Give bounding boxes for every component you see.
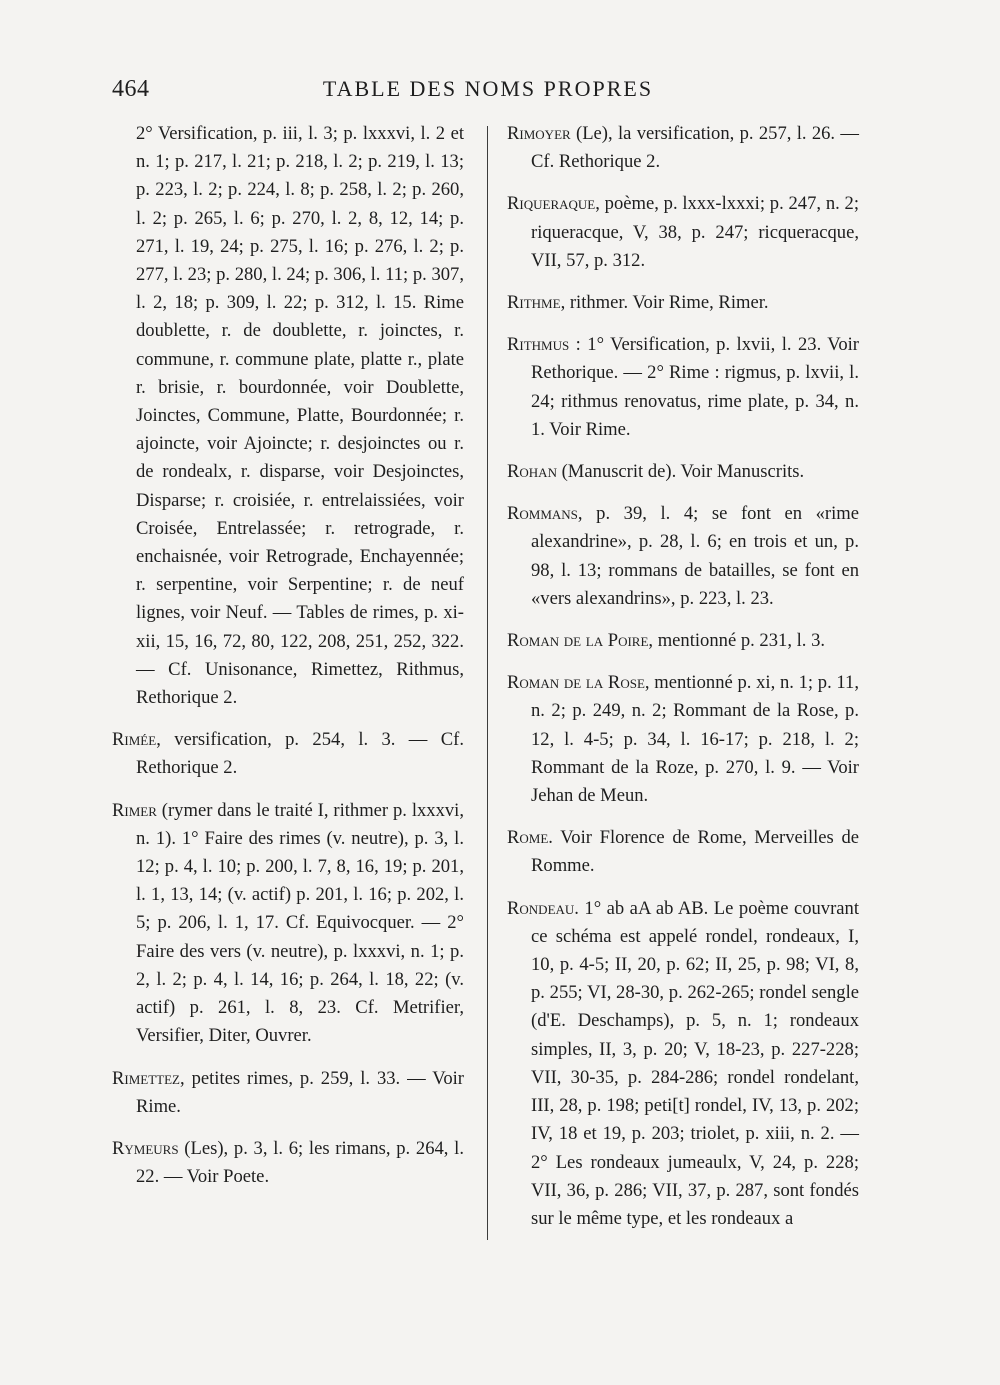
entry-text: : 1° Versification, p. lxvii, l. 23. Voir Rethorique. — 2° Rime : rigmus, p. lxvii, l. 24; rithmus renovatus, rime plate, p. 34, n. 1. Voir Rime.	[531, 334, 859, 440]
index-entry-rondeau	[507, 895, 859, 1233]
entry-headword: Roman de la Rose	[507, 672, 645, 694]
index-entry-rimee	[112, 726, 464, 782]
index-entry-rimer	[112, 797, 464, 1051]
entry-text: , poème, p. lxxx-lxxxi; p. 247, n. 2; riqueracque, V, 38, p. 247; ricqueracque, VII, 57, p. 312.	[531, 193, 859, 271]
entry-headword: Rimée	[112, 729, 157, 751]
index-entry-rithmus	[507, 331, 859, 444]
index-entry-rommans	[507, 500, 859, 613]
entry-text: , versification, p. 254, l. 3. — Cf. Rethorique 2.	[136, 729, 464, 779]
index-entry-riqueraque	[507, 190, 859, 275]
entry-text: (rymer dans le traité I, rithmer p. lxxxvi, n. 1). 1° Faire des rimes (v. neutre), p. 3, l. 12; p. 4, l. 10; p. 200, l. 7, 8, 16, 19; p. 201, l. 1, 13, 14; (v. actif) p. 201, l. 16; p. 202, l. 5; p. 206, l. 1, 17. Cf. Equivocquer. — 2° Faire des vers (v. neutre), p. lxxxvi, n. 1; p. 2, l. 2; p. 4, l. 14, 16; p. 264, l. 18, 22; (v. actif) p. 261, l. 8, 23. Cf. Metrifier, Versifier, Diter, Ouvrer.	[136, 799, 464, 1047]
entry-text: . 1° ab aA ab AB. Le poème couvrant ce schéma est appelé rondel, rondeaux, I, 10, p. 4-5; II, 20, p. 62; II, 25, p. 98; VI, 8, p. 255; VI, 28-30, p. 262-265; rondel sengle (d'E. Deschamps), p. 5, n. 1; rondeaux simples, II, 3, p. 20; V, 18-23, p. 227-228; VII, 30-35, p. 284-286; rondel rondelant, III, 28, p. 198; peti[t] rondel, IV, 13, p. 202; IV, 18 et 19, p. 203; triolet, p. xiii, n. 2. — 2° Les rondeaux jumeaulx, V, 24, p. 228; VII, 36, p. 286; VII, 37, p. 287, sont fondés sur le même type, et les rondeaux a	[531, 897, 859, 1229]
entry-text: , rithmer. Voir Rime, Rimer.	[560, 292, 769, 314]
page-header	[112, 76, 864, 110]
page-number: 464	[112, 76, 150, 102]
entry-text: (Le), la versification, p. 257, l. 26. — Cf. Rethorique 2.	[531, 123, 859, 173]
column-divider	[487, 126, 488, 1240]
index-entry-roman-rose	[507, 669, 859, 810]
right-column	[507, 120, 859, 1247]
entry-text: (Manuscrit de). Voir Manuscrits.	[556, 461, 805, 483]
entry-headword: Rome	[507, 827, 549, 849]
entry-headword: Roman de la Poire	[507, 630, 649, 652]
index-entry-rimettez	[112, 1065, 464, 1121]
running-title: TABLE DES NOMS PROPRES	[322, 76, 654, 101]
index-entry-rome	[507, 824, 859, 880]
entry-text: , petites rimes, p. 259, l. 33. — Voir Rime.	[136, 1067, 464, 1117]
index-entry-continuation	[112, 120, 464, 712]
entry-headword: Rimer	[112, 799, 157, 821]
index-entry-roman-poire	[507, 627, 859, 655]
index-entry-rymeurs	[112, 1135, 464, 1191]
entry-headword: Rithme	[507, 292, 561, 314]
entry-headword: Rommans	[507, 503, 578, 525]
entry-headword: Rithmus	[507, 334, 570, 356]
entry-headword: Rimettez	[112, 1067, 180, 1089]
left-column	[112, 120, 464, 1205]
index-entry-rohan	[507, 458, 859, 486]
entry-text: , p. 39, l. 4; se font en «rime alexandrine», p. 28, l. 6; en trois et un, p. 98, l. 13; rommans de batailles, se font en «vers alexandrins», p. 223, l. 23.	[531, 503, 859, 609]
entry-headword: Rohan	[507, 461, 557, 483]
entry-headword: Rimoyer	[507, 123, 571, 144]
entry-text: , mentionné p. xi, n. 1; p. 11, n. 2; p. 249, n. 2; Rommant de la Rose, p. 12, l. 4-5; p. 34, l. 16-17; p. 218, l. 2; Rommant de la Roze, p. 270, l. 9. — Voir Jehan de Meun.	[531, 672, 859, 807]
entry-text: 2° Versification, p. iii, l. 3; p. lxxxvi, l. 2 et n. 1; p. 217, l. 21; p. 218, l. 2; p. 219, l. 13; p. 223, l. 2; p. 224, l. 8; p. 258, l. 2; p. 260, l. 2; p. 265, l. 6; p. 270, l. 2, 8, 12, 14; p. 271, l. 19, 24; p. 275, l. 16; p. 276, l. 2; p. 277, l. 23; p. 280, l. 24; p. 306, l. 11; p. 307, l. 2, 18; p. 309, l. 22; p. 312, l. 15. Rime doublette, r. de doublette, r. joinctes, r. commune, r. commune plate, platte r., plate r. brisie, r. bourdonnée, voir Doublette, Joinctes, Commune, Platte, Bourdonnée; r. ajoincte, voir Ajoincte; r. desjoinctes ou r. de rondealx, r. disparse, voir Desjoinctes, Disparse; r. croisiée, r. entrelaissiées, voir Croisée, Entrelassée; r. retrograde, r. enchaisnée, voir Retrograde, Enchayennée; r. serpentine, voir Serpentine; r. de neuf lignes, voir Neuf. — Tables de rimes, p. xi-xii, 15, 16, 72, 80, 122, 208, 251, 252, 322. — Cf. Unisonance, Rimettez, Rithmus, Rethorique 2.	[136, 123, 464, 709]
entry-text: (Les), p. 3, l. 6; les rimans, p. 264, l. 22. — Voir Poete.	[136, 1137, 464, 1188]
entry-headword: Riqueraque	[507, 193, 596, 215]
index-entry-rithme	[507, 289, 859, 317]
entry-headword: Rondeau	[507, 897, 575, 919]
entry-headword: Rymeurs	[112, 1137, 179, 1159]
entry-text: . Voir Florence de Rome, Merveilles de Romme.	[531, 827, 859, 877]
entry-text: , mentionné p. 231, l. 3.	[648, 630, 826, 652]
index-entry-rimoyer	[507, 120, 859, 176]
